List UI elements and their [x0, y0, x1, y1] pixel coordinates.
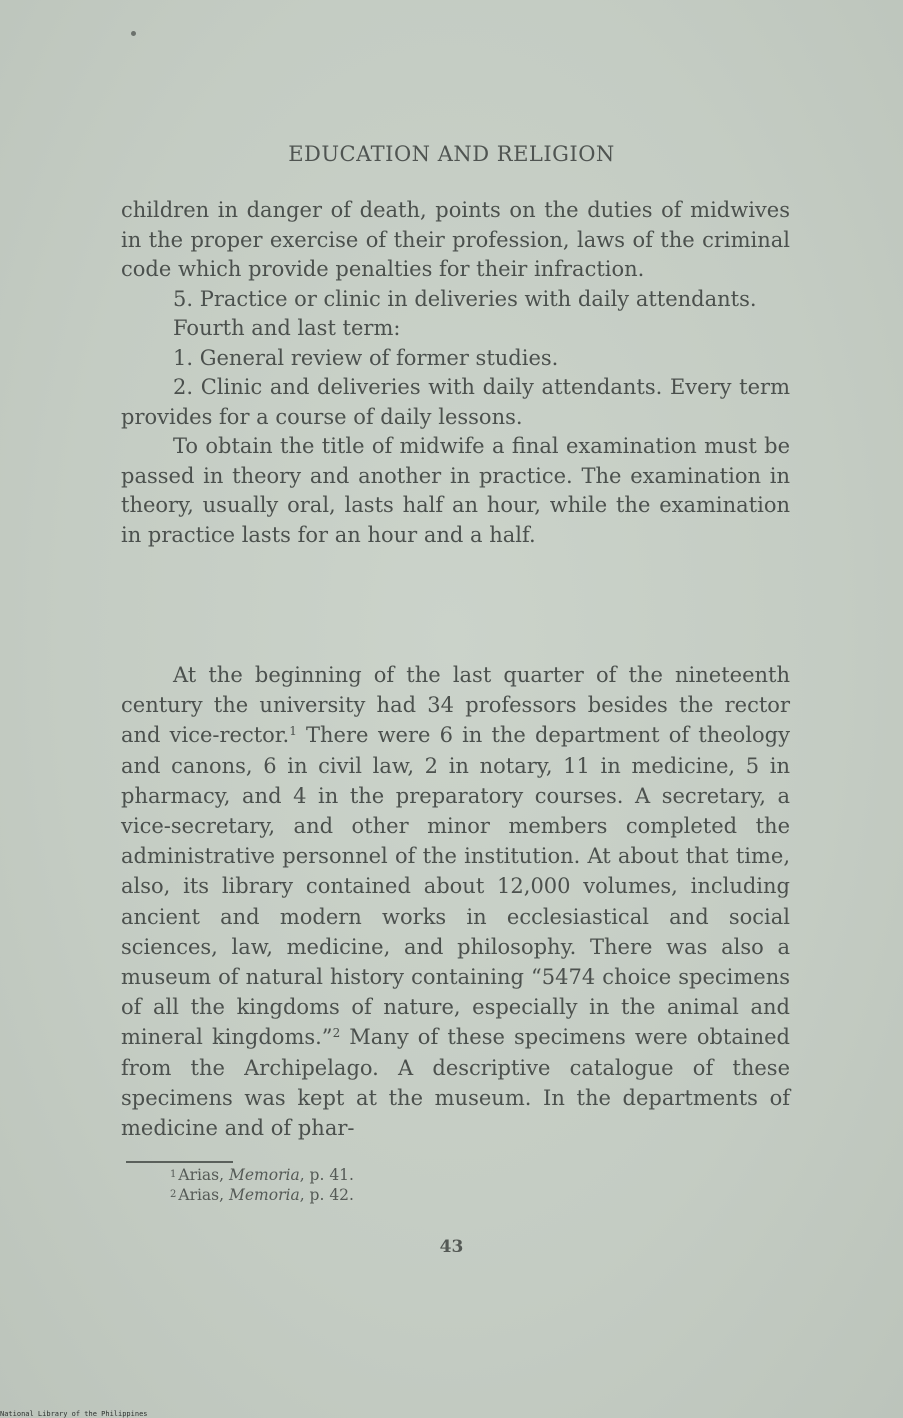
- paragraph: children in danger of death, points on the duties of midwives in the proper exercise of their profession, laws of the criminal code which provide penalties for their infraction.: [121, 198, 790, 281]
- footnote-author: Arias,: [178, 1166, 229, 1184]
- paragraph: To obtain the title of midwife a final examination must be passed in theory and another in practice. The examination in theory, usually oral, lasts half an hour, while the examination in practice lasts for an hour and a half.: [121, 434, 790, 547]
- paragraph: [121, 660, 790, 1143]
- paragraph-text: There were 6 in the department of theology and canons, 6 in civil law, 2 in notary, 11 in medicine, 5 in pharmacy, and 4 in the preparatory courses. A secretary, a vice-secretary, and other minor members completed the administrative personnel of the institution. At about that time, also, its library contained about 12,000 volumes, including ancient and modern works in ecclesiastical and social sciences, law, medicine, and philosophy. There was also a museum of natural history containing “5474 choice specimens of all the kingdoms of nature, especially in the animal and mineral kingdoms.”: [121, 723, 790, 1050]
- paragraph-text: At the beginning of the last quarter of the nineteenth century the university had 34 professors besides the rector and vice-rector.: [121, 663, 790, 748]
- footnote-title: Memoria: [229, 1186, 300, 1204]
- footnote-page: , p. 41.: [299, 1166, 354, 1184]
- paragraph: 5. Practice or clinic in deliveries with daily attendants.: [173, 286, 757, 311]
- footnote-2: [170, 1185, 354, 1205]
- footnote-rule: [126, 1161, 233, 1163]
- footnote-title: Memoria: [229, 1166, 300, 1184]
- paragraph: 2. Clinic and deliveries with daily attendants. Every term provides for a course of daily lessons.: [121, 375, 790, 429]
- footnote-number: 2: [170, 1189, 177, 1200]
- footnote-number: 1: [170, 1169, 177, 1180]
- text-block-midwifery: [121, 196, 790, 550]
- footnote-1: [170, 1165, 354, 1185]
- text-block-university: [121, 660, 790, 1143]
- page-number: 43: [439, 1237, 464, 1257]
- footnotes: [170, 1165, 354, 1205]
- paragraph: 1. General review of former studies.: [173, 345, 559, 370]
- footnote-ref-2: 2: [332, 1026, 341, 1041]
- footnote-author: Arias,: [178, 1186, 229, 1204]
- running-head: EDUCATION AND RELIGION: [288, 142, 615, 166]
- paragraph-text: Many of these specimens were obtained from the Archipelago. A descriptive catalogue of these specimens was kept at the museum. In the departments of medicine and of phar-: [121, 1025, 790, 1141]
- footnote-ref-1: 1: [289, 724, 297, 739]
- paragraph: Fourth and last term:: [173, 316, 401, 340]
- footnote-page: , p. 42.: [299, 1186, 354, 1204]
- ink-speck: [131, 31, 136, 36]
- library-credit: National Library of the Philippines: [0, 1410, 148, 1418]
